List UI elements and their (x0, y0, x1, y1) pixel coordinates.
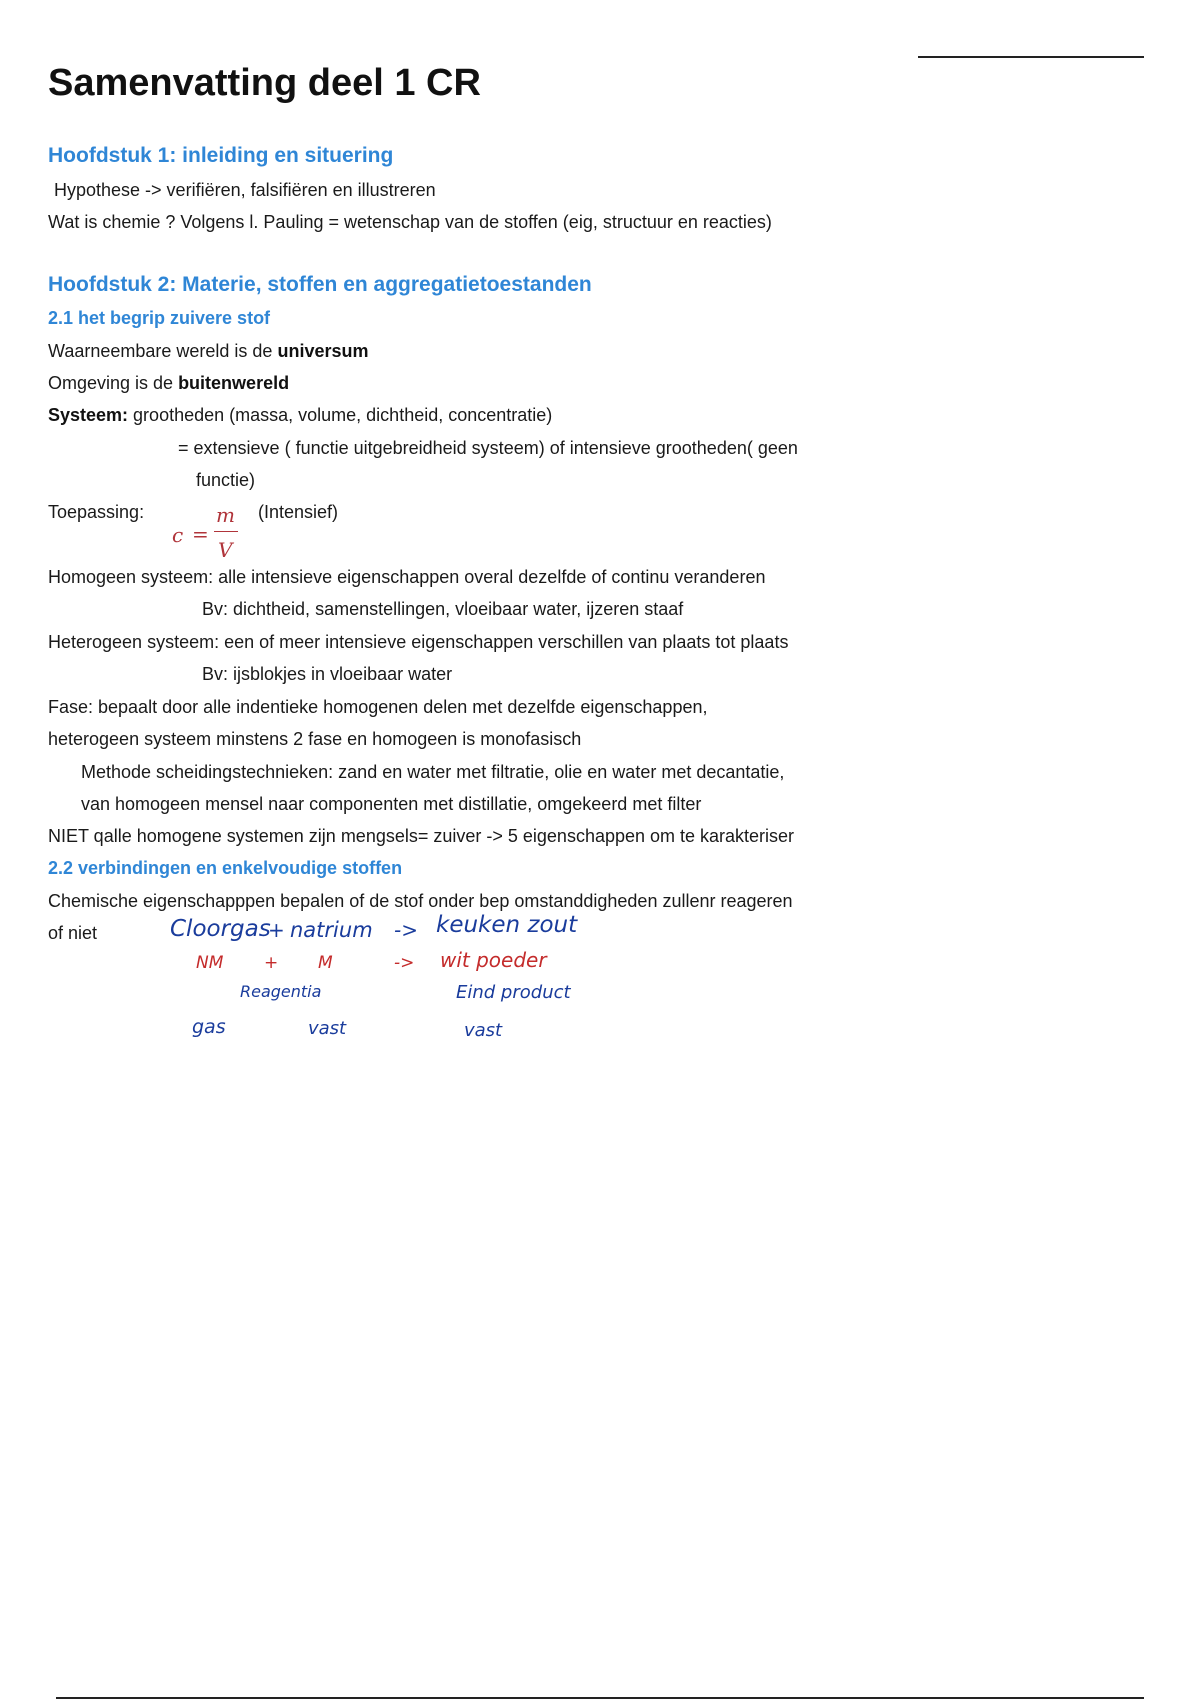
hw-plus-1: + (268, 918, 285, 942)
chemische-line-2: of niet (48, 923, 98, 943)
hw-wit-poeder: wit poeder (440, 948, 547, 972)
formula-denominator: V (218, 538, 233, 562)
chapter-1-heading: Hoofdstuk 1: inleiding en situering (48, 144, 394, 167)
hw-natrium: natrium (290, 918, 373, 942)
universum-line: Waarneembare wereld is de universum (48, 341, 369, 361)
hw-vast-1: vast (308, 1018, 347, 1039)
buitenwereld-line: Omgeving is de buitenwereld (48, 373, 290, 393)
hw-m: M (318, 953, 333, 973)
functie-line: functie) (196, 470, 256, 490)
hw-eind-product: Eind product (456, 982, 571, 1003)
intensief-note: (Intensief) (258, 502, 339, 522)
heterogeen-example: Bv: ijsblokjes in vloeibaar water (202, 664, 453, 684)
homogeen-line: Homogeen systeem: alle intensieve eigenschappen overal dezelfde of continu veranderen (48, 567, 766, 587)
hw-arrow-2: -> (394, 953, 415, 973)
hw-nm: NM (196, 953, 224, 973)
hw-vast-2: vast (464, 1020, 503, 1041)
methode-line-2: van homogeen mensel naar componenten met distillatie, omgekeerd met filter (81, 794, 702, 814)
formula-numerator: m (216, 503, 235, 527)
toepassing-label: Toepassing: (48, 502, 145, 522)
hw-arrow-1: -> (394, 918, 418, 942)
page-title: Samenvatting deel 1 CR (48, 62, 481, 104)
chemie-definition: Wat is chemie ? Volgens l. Pauling = wetenschap van de stoffen (eig, structuur en reacties) (48, 212, 772, 232)
chemische-line: Chemische eigenschapppen bepalen of de stof onder bep omstanddigheden zullenr reageren (48, 891, 793, 911)
section-2-1-heading: 2.1 het begrip zuivere stof (48, 308, 271, 328)
hw-keukenzout: keuken zout (436, 912, 578, 938)
systeem-line: Systeem: grootheden (massa, volume, dichtheid, concentratie) (48, 405, 553, 425)
hw-cloorgas: Cloorgas (170, 916, 271, 942)
heterogeen-line: Heterogeen systeem: een of meer intensieve eigenschappen verschillen van plaats tot plaats (48, 632, 789, 652)
hw-plus-2: + (264, 953, 279, 973)
methode-line: Methode scheidingstechnieken: zand en water met filtratie, olie en water met decantatie, (81, 762, 785, 782)
fraction-bar (214, 531, 238, 532)
hypothese-line: Hypothese -> verifiëren, falsifiëren en illustreren (54, 180, 436, 200)
homogeen-example: Bv: dichtheid, samenstellingen, vloeibaar water, ijzeren staaf (202, 599, 684, 619)
bottom-rule (56, 1697, 1144, 1699)
fase-line-2: heterogeen systeem minstens 2 fase en homogeen is monofasisch (48, 729, 582, 749)
niet-line: NIET qalle homogene systemen zijn mengsels= zuiver -> 5 eigenschappen om te karakteriser (48, 826, 795, 846)
formula-lhs: c (172, 523, 184, 547)
extensieve-line: = extensieve ( functie uitgebreidheid systeem) of intensieve grootheden( geen (178, 438, 798, 458)
hw-gas: gas (192, 1016, 226, 1038)
fase-line: Fase: bepaalt door alle indentieke homogenen delen met dezelfde eigenschappen, (48, 697, 708, 717)
section-2-2-heading: 2.2 verbindingen en enkelvoudige stoffen (48, 858, 403, 878)
formula-equals: = (192, 522, 209, 546)
chapter-2-heading: Hoofdstuk 2: Materie, stoffen en aggregatietoestanden (48, 273, 592, 296)
hw-reagentia: Reagentia (240, 982, 322, 1001)
top-rule (918, 56, 1144, 58)
